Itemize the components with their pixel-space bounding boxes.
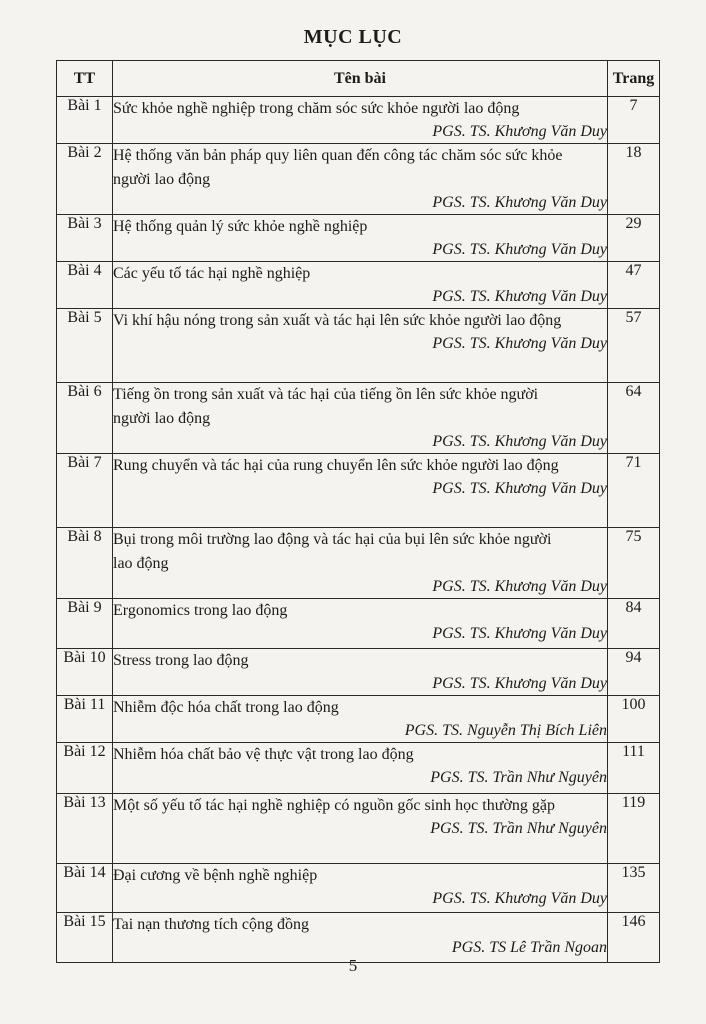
lesson-author: PGS. TS. Khương Văn Duy — [432, 675, 607, 692]
lesson-author: PGS. TS. Khương Văn Duy — [432, 625, 607, 642]
lesson-number: Bài 3 — [57, 215, 113, 262]
lesson-cell — [113, 262, 608, 309]
lesson-page: 94 — [608, 649, 660, 696]
page-number: 5 — [348, 956, 358, 975]
lesson-author: PGS. TS. Khương Văn Duy — [432, 578, 607, 595]
lesson-page: 47 — [608, 262, 660, 309]
lesson-number: Bài 15 — [57, 913, 113, 963]
toc-row — [57, 144, 660, 215]
toc-row — [57, 913, 660, 963]
toc-row — [57, 649, 660, 696]
lesson-author: PGS. TS. Khương Văn Duy — [432, 288, 607, 305]
lesson-title: Hệ thống văn bản pháp quy liên quan đến công tác chăm sóc sức khỏe người lao động — [113, 147, 563, 188]
lesson-page: 57 — [608, 309, 660, 383]
lesson-page: 64 — [608, 383, 660, 454]
toc-row — [57, 794, 660, 864]
lesson-cell — [113, 528, 608, 599]
lesson-number: Bài 12 — [57, 743, 113, 794]
lesson-page: 29 — [608, 215, 660, 262]
toc-row — [57, 309, 660, 383]
lesson-number: Bài 7 — [57, 454, 113, 528]
lesson-title: Hệ thống quản lý sức khỏe nghề nghiệp — [113, 218, 368, 235]
lesson-page: 18 — [608, 144, 660, 215]
toc-row — [57, 383, 660, 454]
lesson-number: Bài 4 — [57, 262, 113, 309]
lesson-title: Đại cương về bệnh nghề nghiệp — [113, 867, 318, 884]
lesson-cell — [113, 649, 608, 696]
lesson-author: PGS. TS. Trần Như Nguyên — [430, 820, 607, 837]
lesson-cell — [113, 794, 608, 864]
toc-row — [57, 262, 660, 309]
lesson-page: 71 — [608, 454, 660, 528]
lesson-title: Sức khỏe nghề nghiệp trong chăm sóc sức khỏe người lao động — [113, 100, 520, 117]
lesson-page: 84 — [608, 599, 660, 649]
lesson-page: 100 — [608, 696, 660, 743]
toc-row — [57, 454, 660, 528]
lesson-number: Bài 6 — [57, 383, 113, 454]
lesson-title: Một số yếu tố tác hại nghề nghiệp có nguồn gốc sinh học thường gặp — [113, 797, 555, 814]
lesson-number: Bài 5 — [57, 309, 113, 383]
lesson-author: PGS. TS. Nguyễn Thị Bích Liên — [404, 722, 607, 739]
lesson-title: Ergonomics trong lao động — [113, 602, 288, 619]
lesson-author: PGS. TS. Khương Văn Duy — [432, 123, 607, 140]
lesson-cell — [113, 864, 608, 913]
lesson-page: 7 — [608, 97, 660, 144]
toc-row — [57, 599, 660, 649]
lesson-title: Vi khí hậu nóng trong sản xuất và tác hại lên sức khỏe người lao động — [113, 312, 562, 329]
lesson-number: Bài 1 — [57, 97, 113, 144]
lesson-author: PGS. TS. Khương Văn Duy — [432, 480, 607, 497]
lesson-cell — [113, 454, 608, 528]
lesson-author: PGS. TS. Khương Văn Duy — [432, 241, 607, 258]
lesson-title: Tiếng ồn trong sản xuất và tác hại của tiếng ồn lên sức khỏe người người lao động — [113, 386, 539, 427]
lesson-number: Bài 11 — [57, 696, 113, 743]
lesson-title: Nhiễm độc hóa chất trong lao động — [113, 699, 339, 716]
lesson-title: Bụi trong môi trường lao động và tác hại của bụi lên sức khỏe người lao động — [113, 531, 552, 572]
lesson-author: PGS. TS. Khương Văn Duy — [432, 194, 607, 211]
header-page: Trang — [608, 61, 660, 97]
lesson-title: Stress trong lao động — [113, 652, 249, 669]
lesson-page: 135 — [608, 864, 660, 913]
lesson-page: 146 — [608, 913, 660, 963]
lesson-cell — [113, 913, 608, 963]
lesson-page: 119 — [608, 794, 660, 864]
lesson-number: Bài 13 — [57, 794, 113, 864]
header-title: Tên bài — [113, 61, 608, 97]
lesson-number: Bài 9 — [57, 599, 113, 649]
lesson-cell — [113, 309, 608, 383]
lesson-author: PGS. TS. Trần Như Nguyên — [430, 769, 607, 786]
page-title: MỤC LỤC — [303, 26, 403, 48]
toc-row — [57, 215, 660, 262]
lesson-title: Nhiễm hóa chất bảo vệ thực vật trong lao động — [113, 746, 414, 763]
toc-row — [57, 97, 660, 144]
lesson-number: Bài 8 — [57, 528, 113, 599]
lesson-cell — [113, 599, 608, 649]
lesson-author: PGS. TS Lê Trần Ngoan — [451, 939, 607, 956]
lesson-author: PGS. TS. Khương Văn Duy — [432, 335, 607, 352]
toc-row — [57, 528, 660, 599]
lesson-cell — [113, 743, 608, 794]
lesson-cell — [113, 97, 608, 144]
lesson-author: PGS. TS. Khương Văn Duy — [432, 433, 607, 450]
lesson-number: Bài 10 — [57, 649, 113, 696]
lesson-title: Tai nạn thương tích cộng đồng — [113, 916, 309, 933]
lesson-number: Bài 2 — [57, 144, 113, 215]
toc-header-row — [57, 61, 660, 97]
toc-row — [57, 864, 660, 913]
lesson-number: Bài 14 — [57, 864, 113, 913]
lesson-cell — [113, 696, 608, 743]
lesson-cell — [113, 144, 608, 215]
lesson-page: 111 — [608, 743, 660, 794]
toc-row — [57, 743, 660, 794]
lesson-title: Rung chuyển và tác hại của rung chuyển lên sức khỏe người lao động — [113, 457, 559, 474]
lesson-cell — [113, 215, 608, 262]
lesson-cell — [113, 383, 608, 454]
lesson-page: 75 — [608, 528, 660, 599]
toc-table — [56, 60, 660, 963]
header-tt: TT — [57, 61, 113, 97]
toc-row — [57, 696, 660, 743]
lesson-author: PGS. TS. Khương Văn Duy — [432, 890, 607, 907]
lesson-title: Các yếu tố tác hại nghề nghiệp — [113, 265, 311, 282]
